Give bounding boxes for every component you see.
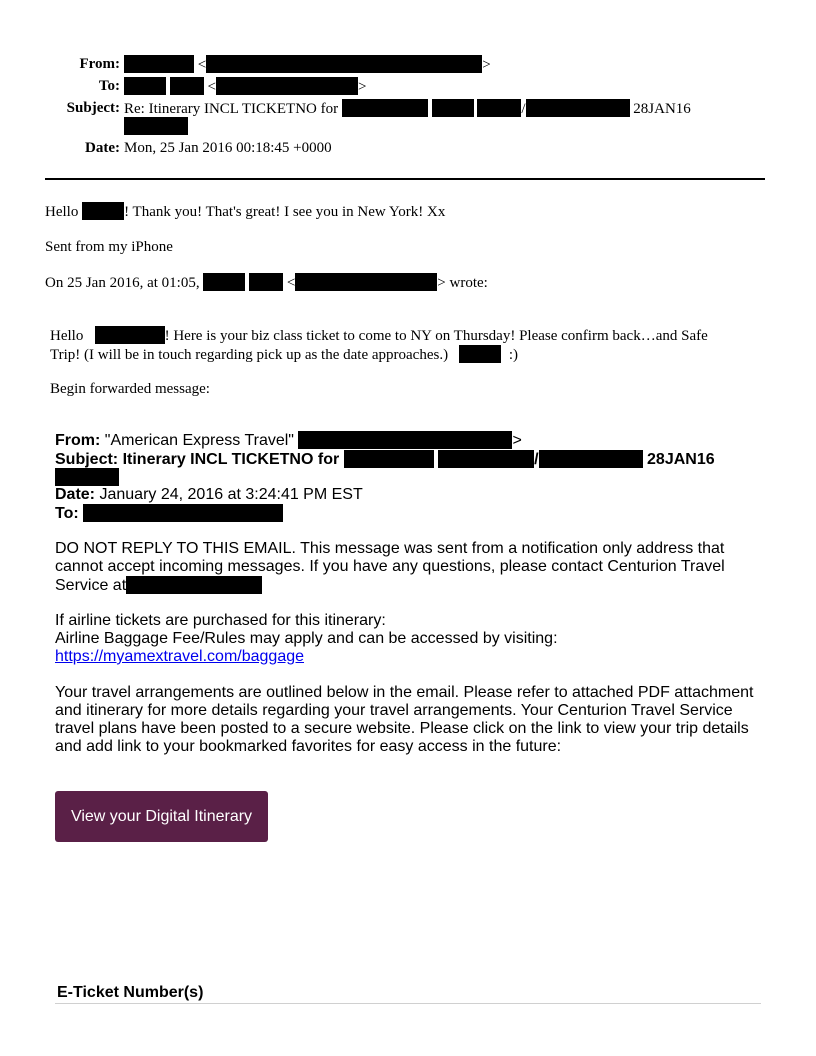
from-value: < >: [124, 55, 491, 74]
reply-greeting: [45, 202, 445, 221]
forward-hello: Hello: [50, 328, 84, 344]
redacted-block: [249, 273, 283, 291]
redacted-block: [486, 450, 534, 468]
redacted-block: [126, 576, 262, 594]
fwd-to-row: [55, 504, 283, 523]
redacted-block: [438, 450, 486, 468]
subject-value: Re: Itinerary INCL TICKETNO for / 28JAN16: [124, 101, 691, 117]
fwd-to-label: To:: [55, 505, 79, 522]
fwd-subject-label: Subject:: [55, 451, 119, 468]
to-label: To:: [98, 78, 120, 94]
fwd-subject-text: Itinerary INCL TICKETNO for: [122, 451, 340, 468]
para3-line1: Your travel arrangements are outlined below in the email. Please refer to attached PDF attachment: [55, 684, 754, 701]
begin-forwarded: Begin forwarded message:: [50, 381, 210, 397]
fwd-date-row: [55, 486, 363, 504]
reply-signature: Sent from my iPhone: [45, 239, 173, 255]
redacted-block: [539, 450, 643, 468]
redacted-block: [459, 345, 501, 363]
para3-line3: travel plans have been posted to a secure website. Please click on the link to view your trip details: [55, 720, 749, 737]
fwd-date-value: January 24, 2016 at 3:24:41 PM EST: [99, 486, 363, 503]
para2-line2: Airline Baggage Fee/Rules may apply and can be accessed by visiting:: [55, 630, 558, 647]
para1-line3: Service at: [55, 576, 725, 595]
forward-note-line1: [50, 326, 708, 345]
quote-prefix: On 25 Jan 2016, at 01:05,: [45, 275, 200, 291]
forward-smiley: :): [508, 347, 519, 363]
subject-date: 28JAN16: [633, 101, 691, 117]
redacted-block: [124, 77, 166, 95]
redacted-block: [526, 99, 630, 117]
para2-line1: If airline tickets are purchased for this itinerary:: [55, 612, 386, 629]
date-value: Mon, 25 Jan 2016 00:18:45 +0000: [124, 140, 332, 156]
reply-hello: Hello: [45, 204, 79, 220]
redacted-block: [206, 55, 482, 73]
view-itinerary-button[interactable]: View your Digital Itinerary: [55, 791, 268, 842]
redacted-block: [83, 504, 283, 522]
redacted-block: [432, 99, 474, 117]
body-paragraph-1: [55, 540, 725, 595]
para1-line1: DO NOT REPLY TO THIS EMAIL. This message was sent from a notification only address that: [55, 540, 725, 557]
fwd-subject-redaction-line2: [55, 468, 119, 487]
redacted-block: [203, 273, 245, 291]
subject-prefix: Re: Itinerary INCL TICKETNO for: [124, 101, 339, 117]
fwd-subject-date: 28JAN16: [647, 451, 715, 468]
header-divider: [45, 178, 765, 180]
redacted-block: [295, 273, 437, 291]
redacted-block: [216, 77, 358, 95]
redacted-block: [95, 326, 165, 344]
redacted-block: [477, 99, 521, 117]
forward-line2: Trip! (I will be in touch regarding pick up as the date approaches.): [50, 347, 449, 363]
redacted-block: [170, 77, 204, 95]
forward-line1: ! Here is your biz class ticket to come to NY on Thursday! Please confirm back…and Safe: [164, 328, 708, 344]
eticket-divider: [55, 1003, 761, 1004]
fwd-from-label: From:: [55, 432, 101, 449]
para3-line4: and add link to your bookmarked favorites for easy access in the future:: [55, 738, 562, 755]
redacted-block: [124, 55, 194, 73]
redacted-block: [298, 431, 512, 449]
subject-redaction-line2: [124, 117, 188, 136]
redacted-block: [55, 468, 119, 486]
redacted-block: [342, 99, 428, 117]
fwd-subject-row: Subject: Itinerary INCL TICKETNO for / 28JAN16: [55, 451, 715, 468]
fwd-from-row: From: "American Express Travel" >: [55, 432, 522, 449]
forward-note-line2: [50, 345, 518, 364]
baggage-link[interactable]: https://myamextravel.com/baggage: [55, 648, 305, 665]
fwd-from-name: "American Express Travel": [104, 432, 294, 449]
reply-message: ! Thank you! That's great! I see you in New York! Xx: [124, 204, 446, 220]
redacted-block: [82, 202, 124, 220]
body-paragraph-2: [55, 612, 558, 666]
redacted-block: [344, 450, 434, 468]
body-paragraph-3: [55, 684, 753, 756]
to-value: < >: [124, 77, 366, 96]
para3-line2: and itinerary for more details regarding your travel arrangements. Your Centurion Travel Service: [55, 702, 733, 719]
from-label: From:: [79, 56, 120, 72]
redacted-block: [124, 117, 188, 135]
date-label: Date:: [85, 140, 120, 156]
eticket-heading: E-Ticket Number(s): [57, 984, 204, 1001]
para1-line2: cannot accept incoming messages. If you have any questions, please contact Centurion Travel: [55, 558, 725, 575]
subject-label: Subject:: [66, 100, 120, 116]
quote-suffix: wrote:: [449, 275, 488, 291]
fwd-date-label: Date:: [55, 486, 96, 503]
quote-attribution: On 25 Jan 2016, at 01:05, < > wrote:: [45, 275, 488, 291]
